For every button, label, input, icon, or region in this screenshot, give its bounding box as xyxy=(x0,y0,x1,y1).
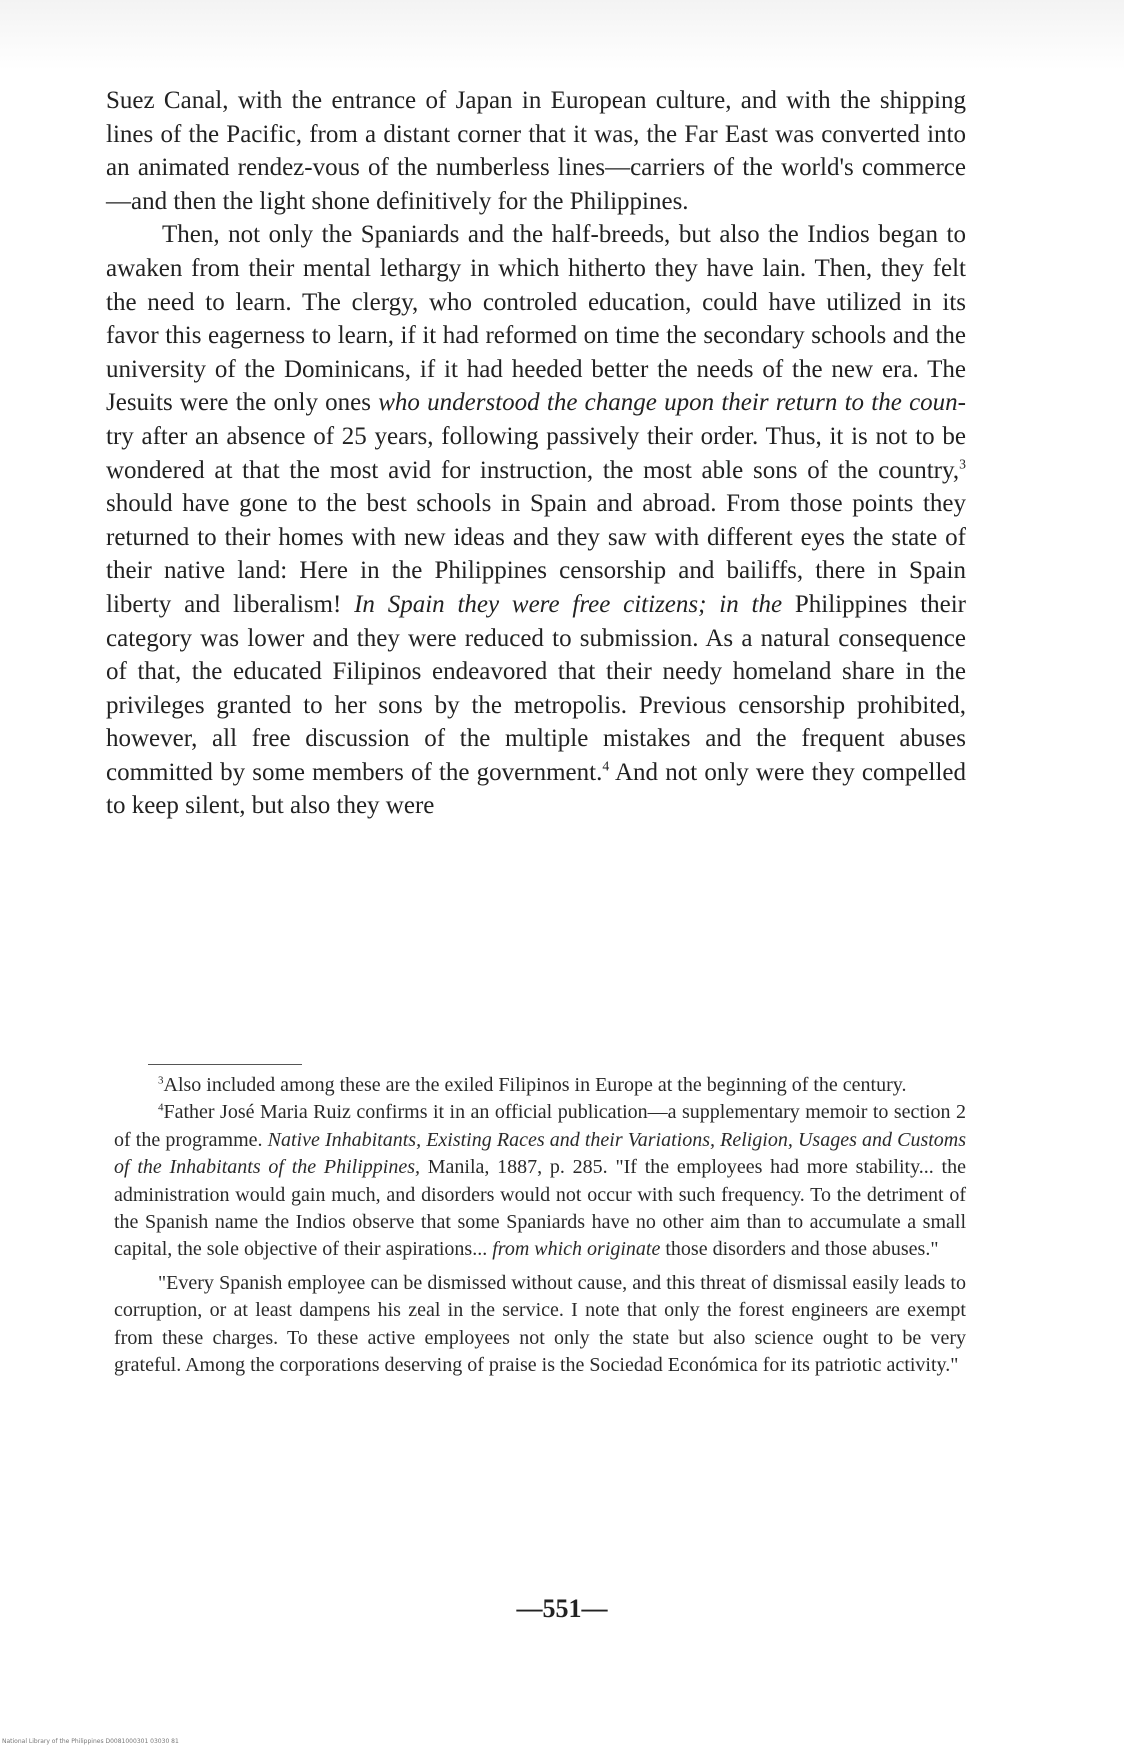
footnote-4: $^4$Father José Maria Ruiz confirms it in an official publication—a supplementary memoir to section 2 of the programme. Native Inhabitants, Existing Races and their Variations, Religion, Usages and Customs of the Inhabitants of the Philippines, Manila, 1887, p. 285. "If the employees had more stability... the administration would gain much, and disorders would not occur with such frequency. To the detriment of the Spanish name the Indios observe that some Spaniards have no other aim than to accumulate a small capital, the sole objective of their aspirations... from which originate those disorders and those abuses." xyxy=(114,1101,967,1261)
cited-title: Native Inhabitants, Existing Races and their Variations, Religion, Usages and Customs of the Inhabitants of the Philippines, xyxy=(114,1128,967,1179)
footnotes xyxy=(114,1072,966,1379)
paragraph-1: Suez Canal, with the entrance of Japan in European culture, and with the shipping lines of the Pacific, from a distant corner that it was, the Far East was converted into an animated rendez-vous of the numberless lines—carriers of the world's commerce—and then the light shone definitively for the Philippines. xyxy=(106,87,966,215)
footnote-3: $^3$Also included among these are the exiled Filipinos in Europe at the beginning of the century. xyxy=(158,1074,907,1096)
footnote-ref-3[interactable]: 3 xyxy=(959,456,966,472)
footnote-4-quote: "Every Spanish employee can be dismissed without cause, and this threat of dismissal easily leads to corruption, or at least dampens his zeal in the service. I note that only the forest engineers are exempt from these charges. To these active employees not only the state but also science ought to be very grateful. Among the corporations deserving of praise is the Sociedad Económica for its patriotic activity." xyxy=(114,1271,966,1377)
footnote-ref-4[interactable]: 4 xyxy=(602,758,610,774)
page-number: —551— xyxy=(516,1594,608,1623)
source-line: National Library of the Philippines D0081000301 03030 81 xyxy=(2,1738,179,1745)
italic-phrase-spain: In Spain they were free citizens; in the xyxy=(354,590,783,618)
footnote-divider xyxy=(148,1064,302,1065)
paragraph-2: Then, not only the Spaniards and the half-breeds, but also the Indios began to awaken from their mental lethargy in which hitherto they have lain. Then, they felt the need to learn. The clergy, who controled education, could have utilized in its favor this eagerness to learn, if it had reformed on time the secondary schools and the university of the Dominicans, if it had heeded better the needs of the new era. The Jesuits were the only ones who understood the change upon their return to the coun-try after an absence of 25 years, following passively their order. Thus, it is not to be wondered at that the most avid for instruction, the most able sons of the country,$^3$ should have gone to the best schools in Spain and abroad. From those points they returned to their homes with new ideas and they saw with different eyes the state of their native land: Here in the Philippines censorship and bailiffs, there in Spain liberty and liberalism! In Spain they were free citizens; in the Philippines their category was lower and they were reduced to submission. As a natural consequence of that, the educated Filipinos endeavored that their needy homeland share in the privileges granted to her sons by the metropolis. Previous censorship prohibited, however, all free discussion of the multiple mistakes and the frequent abuses committed by some members of the government.$^4$ And not only were they compelled to keep silent, but also they were xyxy=(106,221,967,820)
body-text xyxy=(106,84,966,823)
italic-phrase: who understood the change upon their return to the coun- xyxy=(378,389,966,417)
